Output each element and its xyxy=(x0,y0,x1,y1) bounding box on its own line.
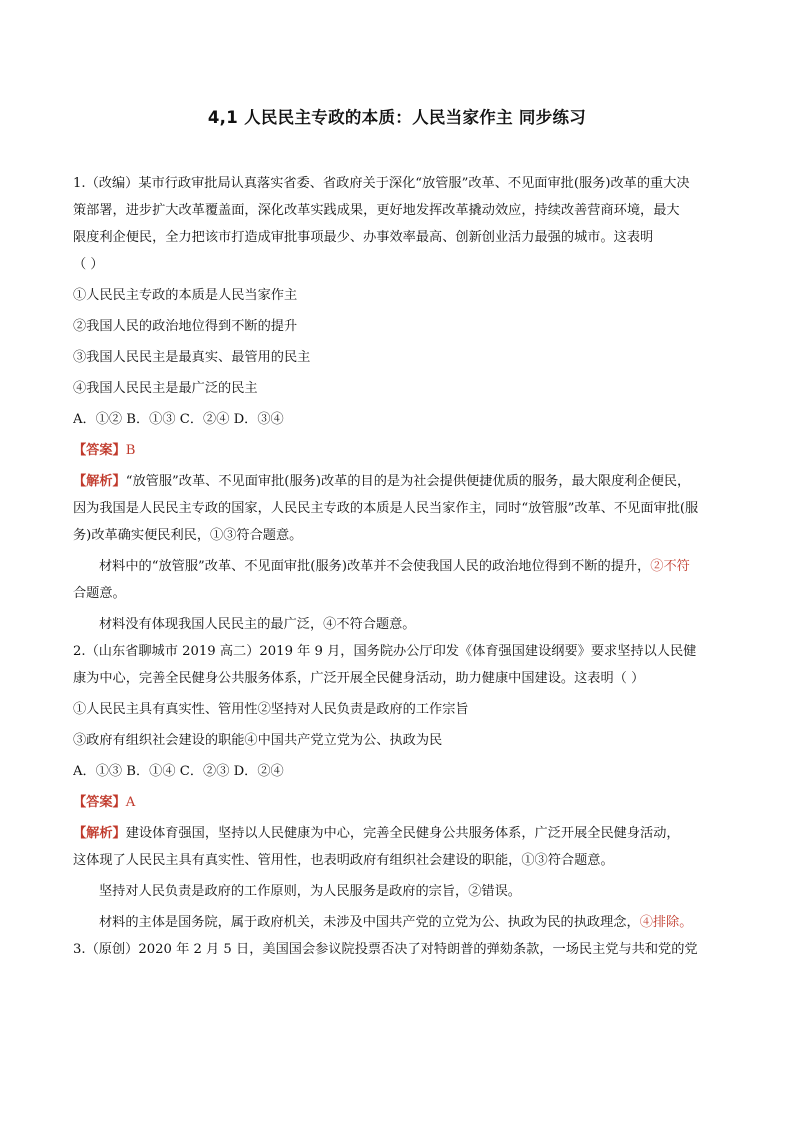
question-stem-line: 康为中心，完善全民健身公共服务体系，广泛开展全民健身活动，助力健康中国建设。这表明（ ） xyxy=(73,671,645,686)
option-3: ③我国人民民主是最真实、最管用的民主 xyxy=(73,350,311,365)
answer-choices: A．①② B．①③ C．②④ D．③④ xyxy=(73,412,284,427)
answer-value: B xyxy=(125,443,136,458)
analysis-line: 因为我国是人民民主专政的国家，人民民主专政的本质是人民当家作主，同时“放管服”改革、不见面审批(服 xyxy=(73,501,699,516)
analysis-text: 材料的主体是国务院，属于政府机关，未涉及中国共产党的立党为公、执政为民的执政理念， xyxy=(99,915,640,930)
answer-label: 【答案】 xyxy=(73,795,126,810)
analysis-text: “放管服”改革、不见面审批(服务)改革的目的是为社会提供便捷优质的服务，最大限度利企便民， xyxy=(125,474,691,489)
analysis-line: 务)改革确实便民利民，①③符合题意。 xyxy=(73,528,303,543)
answer-line xyxy=(73,437,728,464)
analysis-line: 这体现了人民民主具有真实性、管用性，也表明政府有组织社会建设的职能，①③符合题意。 xyxy=(73,853,614,868)
question-3 xyxy=(73,936,728,963)
answer-value: A xyxy=(125,795,136,810)
analysis-line xyxy=(73,909,728,936)
options-line: ③政府有组织社会建设的职能④中国共产党立党为公、执政为民 xyxy=(73,733,443,748)
question-stem-line: 2.（山东省聊城市 2019 高二）2019 年 9 月，国务院办公厅印发《体育强国建设纲要》要求坚持以人民健 xyxy=(73,644,697,659)
document-body xyxy=(73,170,728,963)
option-4: ④我国人民民主是最广泛的民主 xyxy=(73,381,258,396)
analysis-verdict: ②不符 xyxy=(650,559,690,574)
analysis-text: 建设体育强国，坚持以人民健康为中心，完善全民健身公共服务体系，广泛开展全民健身活动， xyxy=(125,826,680,841)
answer-choices: A．①③ B．①④ C．②③ D．②④ xyxy=(73,764,284,779)
analysis-line xyxy=(73,468,728,495)
question-stem-line: 3.（原创）2020 年 2 月 5 日，美国国会参议院投票否决了对特朗普的弹劾条款，一场民主党与共和党的党 xyxy=(73,942,698,957)
option-2: ②我国人民的政治地位得到不断的提升 xyxy=(73,319,298,334)
analysis-line: 合题意。 xyxy=(73,586,126,601)
options-line: ①人民民主具有真实性、管用性②坚持对人民负责是政府的工作宗旨 xyxy=(73,702,469,717)
question-2 xyxy=(73,638,728,936)
answer-label: 【答案】 xyxy=(73,443,126,458)
question-stem-line: 限度利企便民，全力把该市打造成审批事项最少、办事效率最高、创新创业活力最强的城市。这表明 xyxy=(73,230,654,245)
analysis-line: 材料没有体现我国人民民主的最广泛，④不符合题意。 xyxy=(99,617,416,632)
analysis-label: 【解析】 xyxy=(73,474,126,489)
answer-line xyxy=(73,789,728,816)
analysis-verdict: ④排除。 xyxy=(639,915,693,930)
analysis-label: 【解析】 xyxy=(73,826,126,841)
page-title: 4,1 人民民主专政的本质：人民当家作主 同步练习 xyxy=(207,108,587,127)
analysis-line xyxy=(73,553,728,580)
option-1: ①人民民主专政的本质是人民当家作主 xyxy=(73,288,298,303)
question-1 xyxy=(73,170,728,638)
question-stem-line: 1.（改编）某市行政审批局认真落实省委、省政府关于深化“放管服”改革、不见面审批(服务)改革的重大决 xyxy=(73,176,690,191)
question-stem-line: （ ） xyxy=(73,257,104,272)
analysis-line xyxy=(73,820,728,847)
question-stem-line: 策部署，进步扩大改革覆盖面，深化改革实践成果，更好地发挥改革撬动效应，持续改善营商环境，最大 xyxy=(73,203,680,218)
analysis-line: 坚持对人民负责是政府的工作原则，为人民服务是政府的宗旨，②错误。 xyxy=(99,884,521,899)
analysis-text: 材料中的“放管服”改革、不见面审批(服务)改革并不会使我国人民的政治地位得到不断的提升， xyxy=(99,559,651,574)
